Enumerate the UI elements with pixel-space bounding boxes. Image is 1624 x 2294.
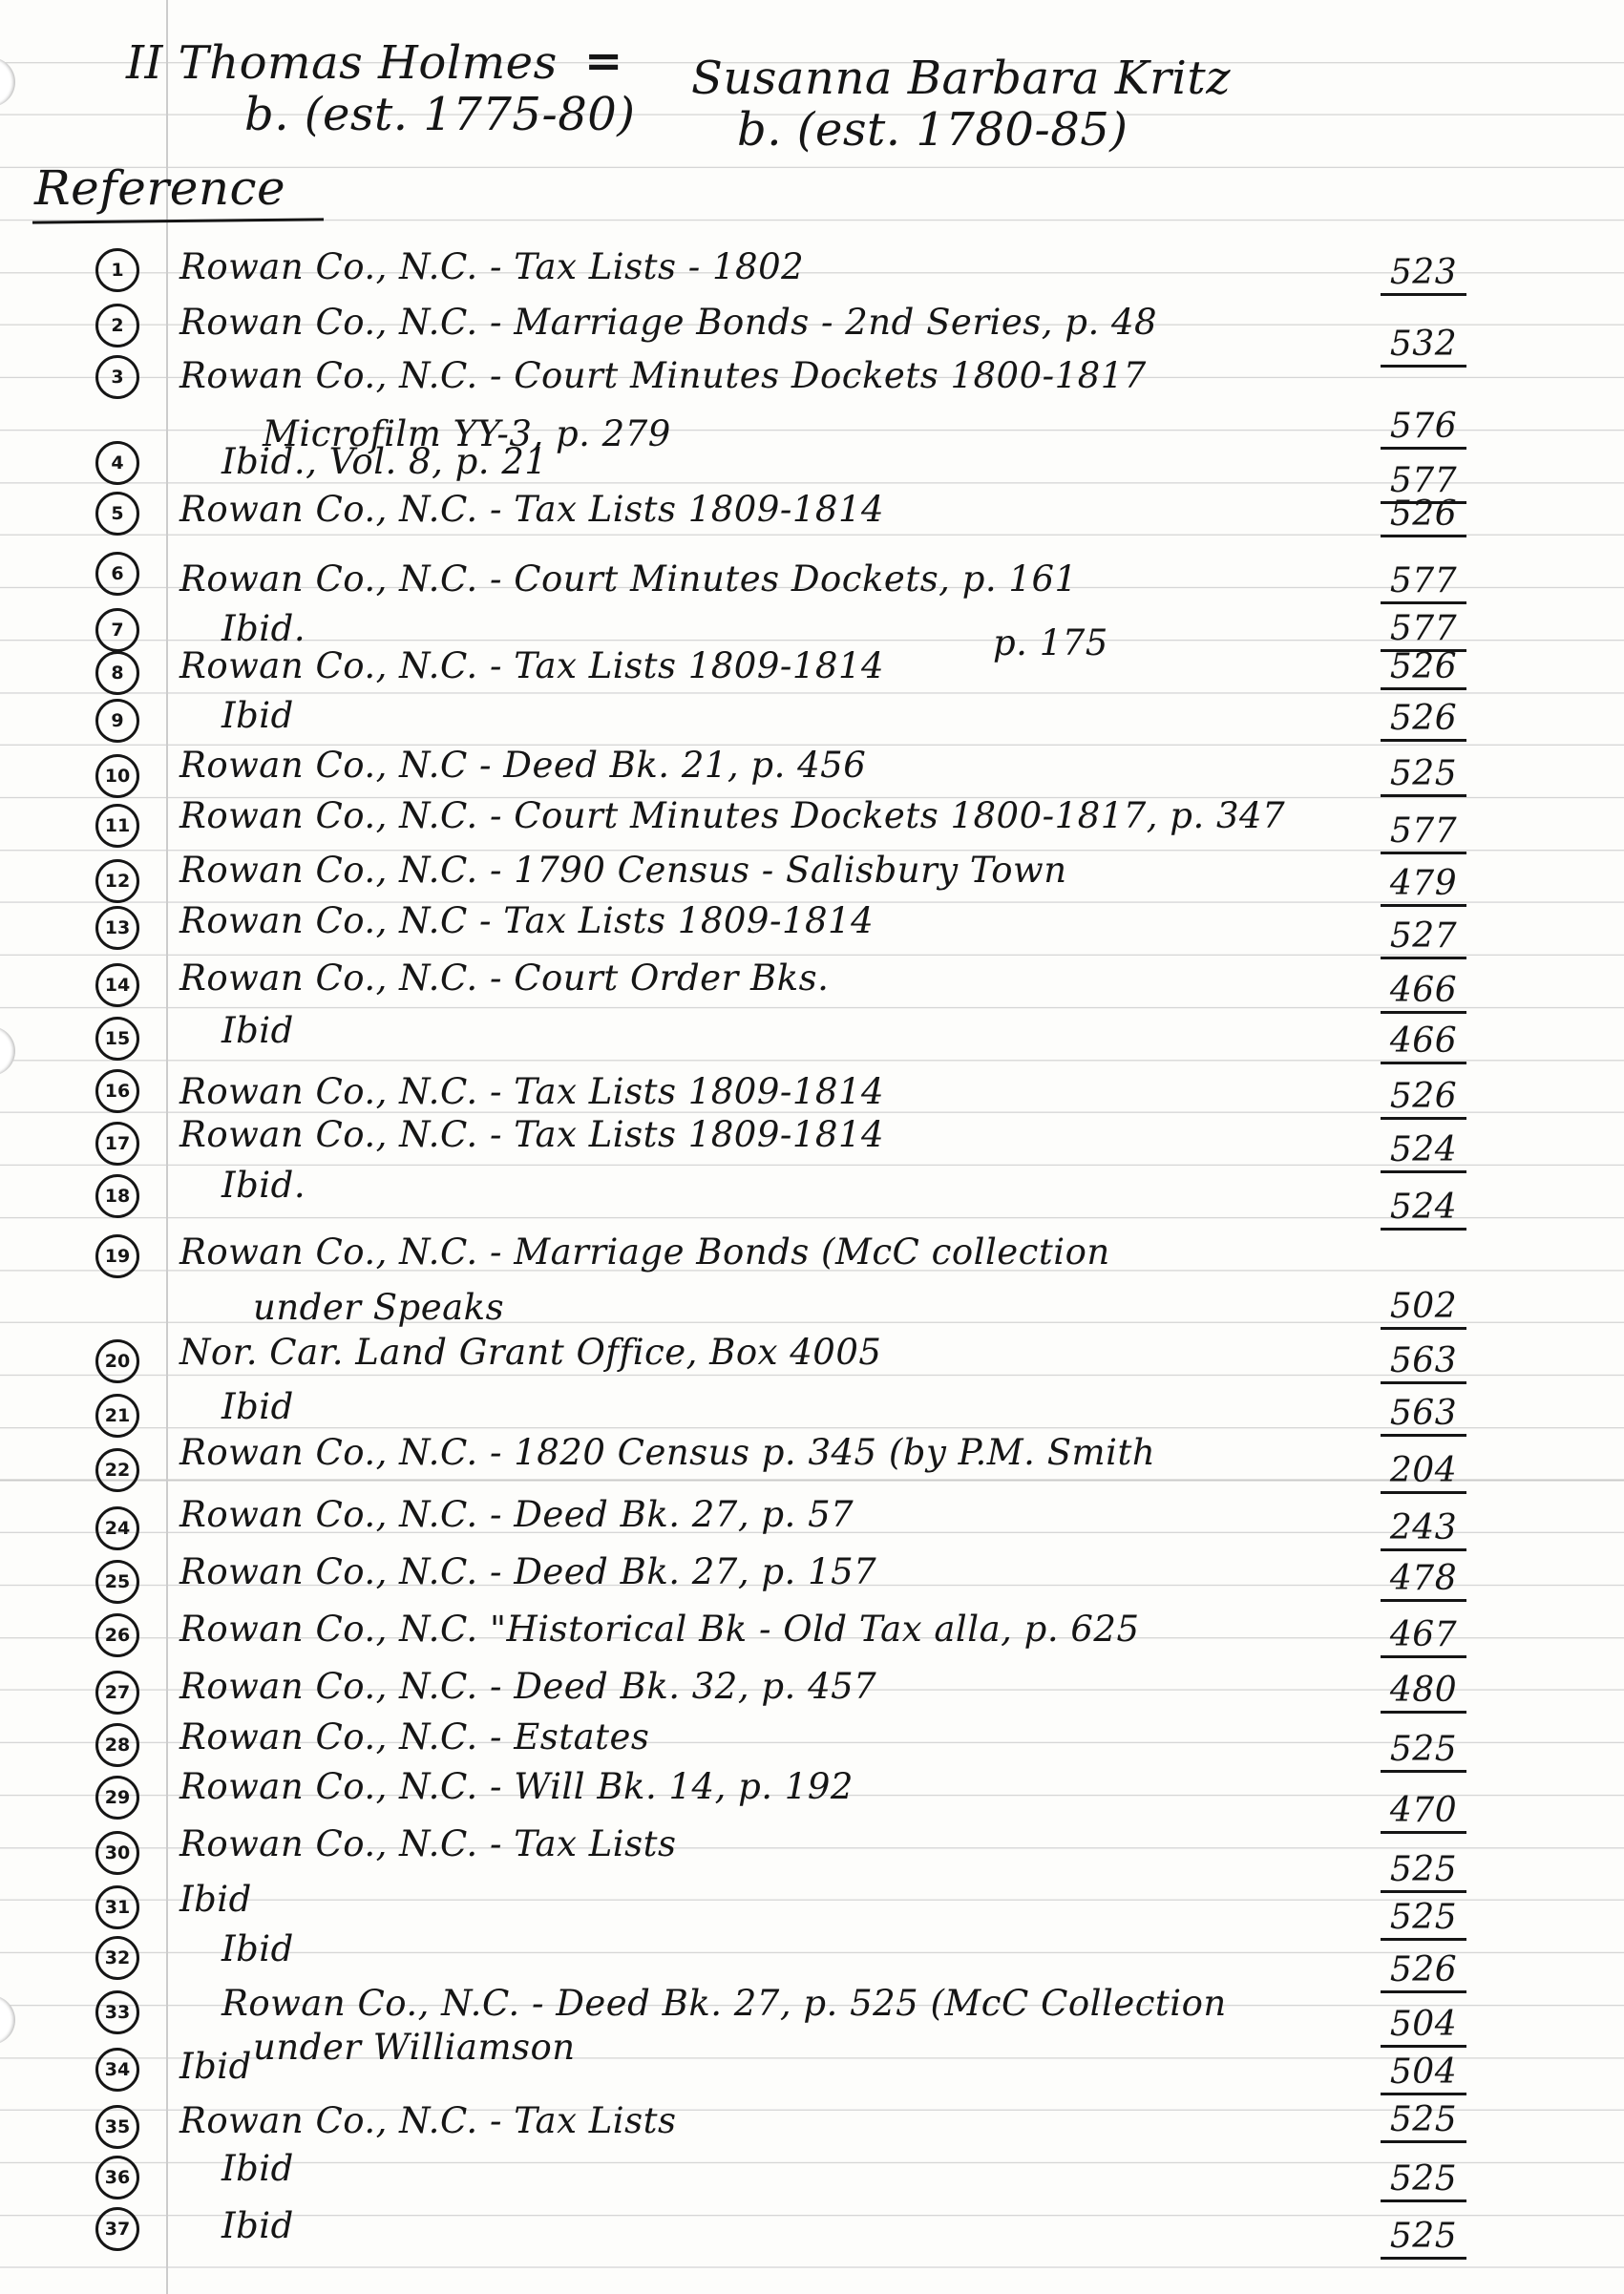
reference-citation: Rowan Co., N.C. - 1790 Census - Salisbury Town (179, 850, 1067, 891)
reference-page: 525 (1381, 1850, 1466, 1893)
reference-citation: Rowan Co., N.C. - Tax Lists (179, 1823, 677, 1864)
reference-citation: Ibid (221, 2148, 294, 2189)
reference-page: 526 (1381, 1950, 1466, 1993)
reference-number: 31 (95, 1885, 139, 1929)
reference-citation: Rowan Co., N.C. - Marriage Bonds - 2nd Series, p. 48 (179, 302, 1158, 343)
reference-page: 525 (1381, 2217, 1466, 2260)
reference-page: 577 (1381, 811, 1466, 854)
reference-citation: Rowan Co., N.C. - Tax Lists (179, 2100, 677, 2141)
reference-number: 35 (95, 2105, 139, 2149)
reference-page: 526 (1381, 647, 1466, 690)
reference-page: 524 (1381, 1130, 1466, 1173)
reference-page: 467 (1381, 1615, 1466, 1658)
reference-number: 10 (95, 754, 139, 798)
reference-citation-continued: under Williamson (253, 2027, 576, 2068)
reference-number: 1 (95, 248, 139, 292)
reference-citation: Ibid (179, 1879, 252, 1920)
reference-page: 502 (1381, 1287, 1466, 1330)
reference-page: 577 (1381, 461, 1466, 504)
reference-citation: Rowan Co., N.C. "Historical Bk - Old Tax alla, p. 625 (179, 1609, 1140, 1650)
reference-page: 480 (1381, 1671, 1466, 1714)
reference-page: 479 (1381, 864, 1466, 907)
reference-number: 37 (95, 2207, 139, 2251)
reference-citation: Rowan Co., N.C. - Tax Lists 1809-1814 (179, 645, 885, 686)
reference-page: 478 (1381, 1559, 1466, 1602)
reference-page: 525 (1381, 1730, 1466, 1773)
reference-citation: Rowan Co., N.C. - Deed Bk. 27, p. 525 (McC Collection (221, 1983, 1227, 2024)
reference-number: 30 (95, 1831, 139, 1875)
reference-number: 26 (95, 1613, 139, 1657)
reference-page: 526 (1381, 495, 1466, 537)
reference-citation: Nor. Car. Land Grant Office, Box 4005 (179, 1332, 882, 1373)
reference-number: 20 (95, 1339, 139, 1383)
reference-citation: Rowan Co., N.C. - Court Minutes Dockets, p. 161 (179, 558, 1078, 600)
reference-page: 524 (1381, 1188, 1466, 1231)
reference-page: 532 (1381, 325, 1466, 368)
reference-citation: Rowan Co., N.C. - 1820 Census p. 345 (by P.M. Smith (179, 1432, 1156, 1473)
reference-citation: Rowan Co., N.C. - Tax Lists 1809-1814 (179, 489, 885, 530)
reference-page: 526 (1381, 699, 1466, 742)
reference-page: 563 (1381, 1341, 1466, 1384)
person1-name: II Thomas Holmes (126, 36, 558, 90)
reference-citation: Rowan Co., N.C. - Deed Bk. 32, p. 457 (179, 1666, 877, 1707)
reference-number: 32 (95, 1936, 139, 1980)
reference-page: 525 (1381, 1898, 1466, 1941)
reference-page: 523 (1381, 253, 1466, 296)
reference-citation: Ibid (221, 695, 294, 736)
reference-citation: Ibid (221, 2205, 294, 2246)
reference-number: 16 (95, 1069, 139, 1113)
person2-birth: b. (est. 1780-85) (737, 103, 1128, 157)
reference-page: 577 (1381, 609, 1466, 652)
reference-number: 18 (95, 1174, 139, 1218)
reference-page: 525 (1381, 2100, 1466, 2143)
reference-number: 13 (95, 906, 139, 950)
reference-number: 4 (95, 441, 139, 485)
reference-page: 576 (1381, 407, 1466, 450)
reference-citation: Rowan Co., N.C. - Court Minutes Dockets 1800-1817, p. 347 (179, 795, 1286, 836)
reference-page: 204 (1381, 1451, 1466, 1494)
reference-page: 243 (1381, 1508, 1466, 1551)
reference-number: 27 (95, 1671, 139, 1715)
reference-number: 24 (95, 1506, 139, 1550)
reference-citation: Ibid (179, 2046, 252, 2087)
section-title: Reference (34, 160, 286, 216)
reference-citation-continued: under Speaks (253, 1287, 505, 1328)
reference-number: 34 (95, 2048, 139, 2092)
reference-number: 11 (95, 804, 139, 848)
reference-page: 526 (1381, 1077, 1466, 1120)
reference-citation: Rowan Co., N.C. - Tax Lists - 1802 (179, 246, 805, 287)
reference-citation: Rowan Co., N.C - Tax Lists 1809-1814 (179, 900, 875, 941)
reference-citation: Ibid., Vol. 8, p. 21 (221, 441, 548, 482)
reference-page: 527 (1381, 916, 1466, 959)
reference-citation-continued: Microfilm YY-3, p. 279 (263, 413, 671, 454)
reference-number: 12 (95, 859, 139, 903)
reference-number: 17 (95, 1122, 139, 1166)
person2-name: Susanna Barbara Kritz (691, 52, 1231, 105)
reference-citation: Ibid. (221, 608, 306, 649)
reference-number: 3 (95, 355, 139, 399)
reference-page: 525 (1381, 2159, 1466, 2202)
reference-citation: Rowan Co., N.C. - Deed Bk. 27, p. 157 (179, 1551, 877, 1592)
reference-number: 6 (95, 552, 139, 596)
reference-number: 33 (95, 1990, 139, 2034)
reference-number: 25 (95, 1560, 139, 1604)
reference-number: 29 (95, 1776, 139, 1820)
reference-number: 5 (95, 492, 139, 536)
reference-citation: Ibid (221, 1386, 294, 1427)
reference-page: 563 (1381, 1394, 1466, 1437)
reference-number: 2 (95, 304, 139, 347)
reference-citation: Ibid (221, 1928, 294, 1969)
reference-citation: Rowan Co., N.C. - Will Bk. 14, p. 192 (179, 1766, 854, 1807)
reference-page: 504 (1381, 2005, 1466, 2048)
reference-citation: Rowan Co., N.C. - Marriage Bonds (McC collection (179, 1231, 1110, 1273)
reference-citation: Rowan Co., N.C. - Court Order Bks. (179, 958, 830, 999)
reference-number: 8 (95, 651, 139, 695)
reference-number: 36 (95, 2156, 139, 2199)
reference-citation: Ibid. (221, 1165, 306, 1206)
reference-citation: Rowan Co., N.C. - Estates (179, 1716, 650, 1757)
reference-page: 470 (1381, 1791, 1466, 1834)
reference-number: 28 (95, 1723, 139, 1767)
reference-number: 14 (95, 963, 139, 1007)
reference-page: 466 (1381, 1021, 1466, 1064)
reference-citation: Rowan Co., N.C. - Tax Lists 1809-1814 (179, 1114, 885, 1155)
reference-number: 22 (95, 1448, 139, 1492)
marriage-mark: = (584, 34, 623, 88)
reference-page: 577 (1381, 561, 1466, 604)
reference-number: 7 (95, 608, 139, 652)
reference-number: 15 (95, 1017, 139, 1061)
reference-page: 525 (1381, 754, 1466, 797)
reference-citation: Rowan Co., N.C. - Tax Lists 1809-1814 (179, 1071, 885, 1112)
reference-page: 504 (1381, 2052, 1466, 2095)
reference-citation: Rowan Co., N.C. - Court Minutes Dockets 1800-1817 (179, 355, 1147, 396)
person1-birth: b. (est. 1775-80) (244, 88, 636, 141)
reference-citation-continued: p. 175 (993, 622, 1108, 663)
reference-number: 21 (95, 1394, 139, 1438)
reference-citation: Rowan Co., N.C - Deed Bk. 21, p. 456 (179, 745, 867, 786)
reference-number: 19 (95, 1234, 139, 1278)
reference-citation: Rowan Co., N.C. - Deed Bk. 27, p. 57 (179, 1494, 854, 1535)
reference-citation: Ibid (221, 1010, 294, 1051)
reference-number: 9 (95, 699, 139, 743)
reference-page: 466 (1381, 971, 1466, 1014)
